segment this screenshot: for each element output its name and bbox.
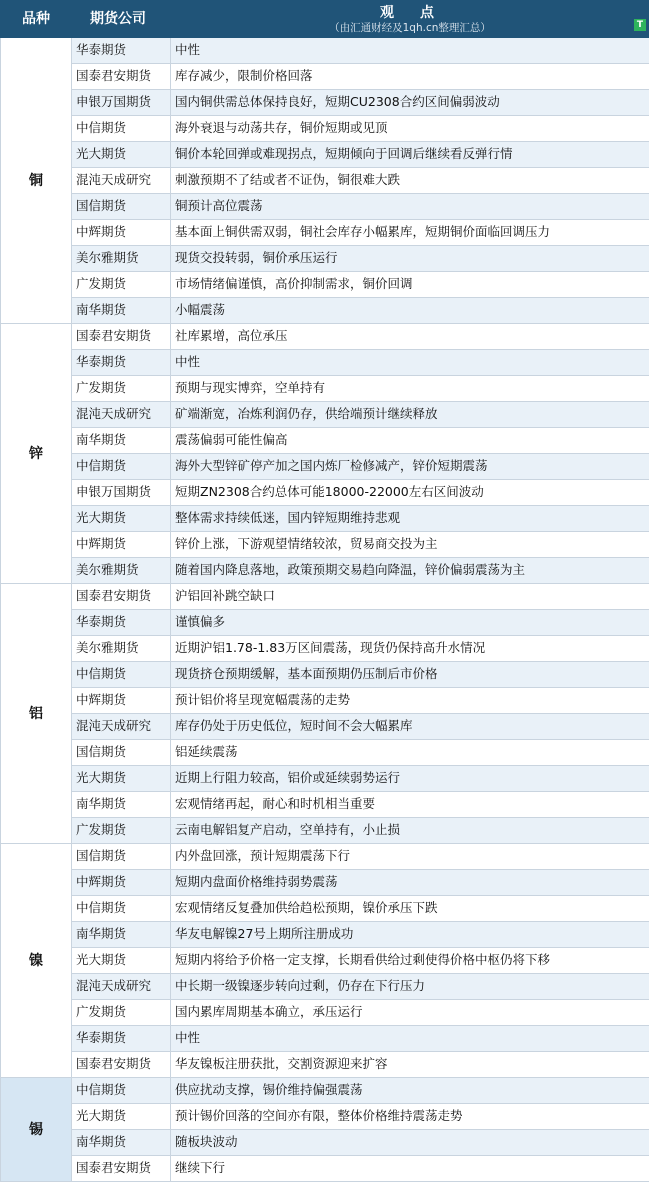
company-cell: 中信期货 [72,896,171,922]
table-row [1,38,649,64]
view-cell: 整体需求持续低迷，国内锌短期维持悲观 [171,506,649,532]
company-cell: 中辉期货 [72,532,171,558]
company-cell: 南华期货 [72,298,171,324]
header-view-title: 观 点 [380,5,440,22]
view-cell: 刺激预期不了结或者不证伪，铜很难大跌 [171,168,649,194]
table-row [1,974,649,1000]
company-cell: 广发期货 [72,272,171,298]
view-cell: 现货交投转弱，铜价承压运行 [171,246,649,272]
table-row [1,480,649,506]
view-cell: 继续下行 [171,1156,649,1182]
company-cell: 南华期货 [72,428,171,454]
table-row [1,1130,649,1156]
table-row [1,948,649,974]
table-row [1,116,649,142]
table-row [1,740,649,766]
view-cell: 中性 [171,350,649,376]
table-row [1,532,649,558]
table-row [1,298,649,324]
view-cell: 库存仍处于历史低位，短时间不会大幅累库 [171,714,649,740]
view-cell: 随板块波动 [171,1130,649,1156]
table-row [1,688,649,714]
company-cell: 光大期货 [72,1104,171,1130]
company-cell: 广发期货 [72,1000,171,1026]
table-row [1,1000,649,1026]
company-cell: 光大期货 [72,142,171,168]
table-row [1,584,649,610]
table-row [1,714,649,740]
table-row [1,454,649,480]
view-cell: 华友镍板注册获批，交割资源迎来扩容 [171,1052,649,1078]
view-cell: 海外大型锌矿停产加之国内炼厂检修减产，锌价短期震荡 [171,454,649,480]
view-cell: 短期内盘面价格维持弱势震荡 [171,870,649,896]
company-cell: 美尔雅期货 [72,636,171,662]
company-cell: 国信期货 [72,194,171,220]
category-cell: 锡 [1,1078,72,1182]
company-cell: 申银万国期货 [72,90,171,116]
table-row [1,64,649,90]
view-cell: 预计铝价将呈现宽幅震荡的走势 [171,688,649,714]
category-cell: 镍 [1,844,72,1078]
company-cell: 中信期货 [72,662,171,688]
table-row [1,220,649,246]
table-row [1,428,649,454]
table-row [1,1078,649,1104]
company-cell: 申银万国期货 [72,480,171,506]
table-body [1,38,649,1182]
company-cell: 广发期货 [72,818,171,844]
company-cell: 国信期货 [72,844,171,870]
company-cell: 南华期货 [72,1130,171,1156]
company-cell: 国泰君安期货 [72,584,171,610]
table-row [1,142,649,168]
view-cell: 近期沪铝1.78-1.83万区间震荡，现货仍保持高升水情况 [171,636,649,662]
table-row [1,610,649,636]
table-row [1,168,649,194]
company-cell: 混沌天成研究 [72,168,171,194]
company-cell: 国泰君安期货 [72,1156,171,1182]
view-cell: 沪铝回补跳空缺口 [171,584,649,610]
table-row [1,324,649,350]
view-cell: 铜预计高位震荡 [171,194,649,220]
view-cell: 预计锡价回落的空间亦有限，整体价格维持震荡走势 [171,1104,649,1130]
company-cell: 中信期货 [72,1078,171,1104]
table-row [1,1156,649,1182]
view-cell: 华友电解镍27号上期所注册成功 [171,922,649,948]
table-row [1,350,649,376]
company-cell: 国信期货 [72,740,171,766]
company-cell: 混沌天成研究 [72,714,171,740]
company-cell: 南华期货 [72,792,171,818]
table-header [1,1,649,38]
table-row [1,376,649,402]
company-cell: 广发期货 [72,376,171,402]
company-cell: 光大期货 [72,766,171,792]
company-cell: 中辉期货 [72,688,171,714]
view-cell: 矿端渐宽，冶炼利润仍存，供给端预计继续释放 [171,402,649,428]
view-cell: 海外衰退与动荡共存，铜价短期或见顶 [171,116,649,142]
view-cell: 国内铜供需总体保持良好，短期CU2308合约区间偏弱波动 [171,90,649,116]
table-row [1,896,649,922]
category-cell: 锌 [1,324,72,584]
view-cell: 铝延续震荡 [171,740,649,766]
header-view [171,1,649,38]
table-row [1,90,649,116]
table-row [1,1104,649,1130]
table-row [1,662,649,688]
view-cell: 社库累增，高位承压 [171,324,649,350]
view-cell: 云南电解铝复产启动，空单持有，小止损 [171,818,649,844]
table-row [1,844,649,870]
view-cell: 铜价本轮回弹或难现拐点，短期倾向于回调后继续看反弹行情 [171,142,649,168]
table-row [1,818,649,844]
view-cell: 国内累库周期基本确立，承压运行 [171,1000,649,1026]
category-cell: 铜 [1,38,72,324]
company-cell: 国泰君安期货 [72,324,171,350]
table-row [1,766,649,792]
company-cell: 华泰期货 [72,350,171,376]
table-row [1,194,649,220]
view-cell: 宏观情绪反复叠加供给趋松预期，镍价承压下跌 [171,896,649,922]
company-cell: 光大期货 [72,506,171,532]
view-cell: 宏观情绪再起，耐心和时机相当重要 [171,792,649,818]
table-row [1,272,649,298]
table-row [1,1052,649,1078]
table-row [1,792,649,818]
company-cell: 混沌天成研究 [72,974,171,1000]
table-row [1,922,649,948]
company-cell: 国泰君安期货 [72,1052,171,1078]
view-cell: 市场情绪偏谨慎，高价抑制需求，铜价回调 [171,272,649,298]
company-cell: 中辉期货 [72,870,171,896]
view-cell: 随着国内降息落地，政策预期交易趋向降温，锌价偏弱震荡为主 [171,558,649,584]
view-cell: 基本面上铜供需双弱，铜社会库存小幅累库，短期铜价面临回调压力 [171,220,649,246]
table-row [1,636,649,662]
company-cell: 美尔雅期货 [72,246,171,272]
excel-t-icon: T [634,19,646,31]
view-cell: 中性 [171,1026,649,1052]
view-cell: 现货挤仓预期缓解，基本面预期仍压制后市价格 [171,662,649,688]
view-cell: 震荡偏弱可能性偏高 [171,428,649,454]
view-cell: 小幅震荡 [171,298,649,324]
view-cell: 内外盘回涨，预计短期震荡下行 [171,844,649,870]
table-row [1,506,649,532]
table-row [1,402,649,428]
company-cell: 中信期货 [72,454,171,480]
company-cell: 华泰期货 [72,38,171,64]
view-cell: 库存减少，限制价格回落 [171,64,649,90]
company-cell: 中辉期货 [72,220,171,246]
view-cell: 锌价上涨，下游观望情绪较浓，贸易商交投为主 [171,532,649,558]
header-view-source: （由汇通财经及1qh.cn整理汇总） [329,22,491,35]
table-row [1,1026,649,1052]
company-cell: 中信期货 [72,116,171,142]
table-row [1,870,649,896]
table-row [1,246,649,272]
table-row [1,558,649,584]
company-cell: 华泰期货 [72,610,171,636]
header-category: 品种 [1,1,72,38]
view-cell: 近期上行阻力较高，铝价或延续弱势运行 [171,766,649,792]
category-cell: 铝 [1,584,72,844]
view-cell: 短期ZN2308合约总体可能18000-22000左右区间波动 [171,480,649,506]
view-cell: 中性 [171,38,649,64]
company-cell: 混沌天成研究 [72,402,171,428]
company-cell: 光大期货 [72,948,171,974]
view-cell: 预期与现实博弈，空单持有 [171,376,649,402]
company-cell: 美尔雅期货 [72,558,171,584]
view-cell: 供应扰动支撑，锡价维持偏强震荡 [171,1078,649,1104]
view-cell: 中长期一级镍逐步转向过剩，仍存在下行压力 [171,974,649,1000]
company-cell: 南华期货 [72,922,171,948]
header-company: 期货公司 [72,1,171,38]
company-cell: 华泰期货 [72,1026,171,1052]
view-cell: 短期内将给予价格一定支撑，长期看供给过剩使得价格中枢仍将下移 [171,948,649,974]
view-cell: 谨慎偏多 [171,610,649,636]
company-cell: 国泰君安期货 [72,64,171,90]
